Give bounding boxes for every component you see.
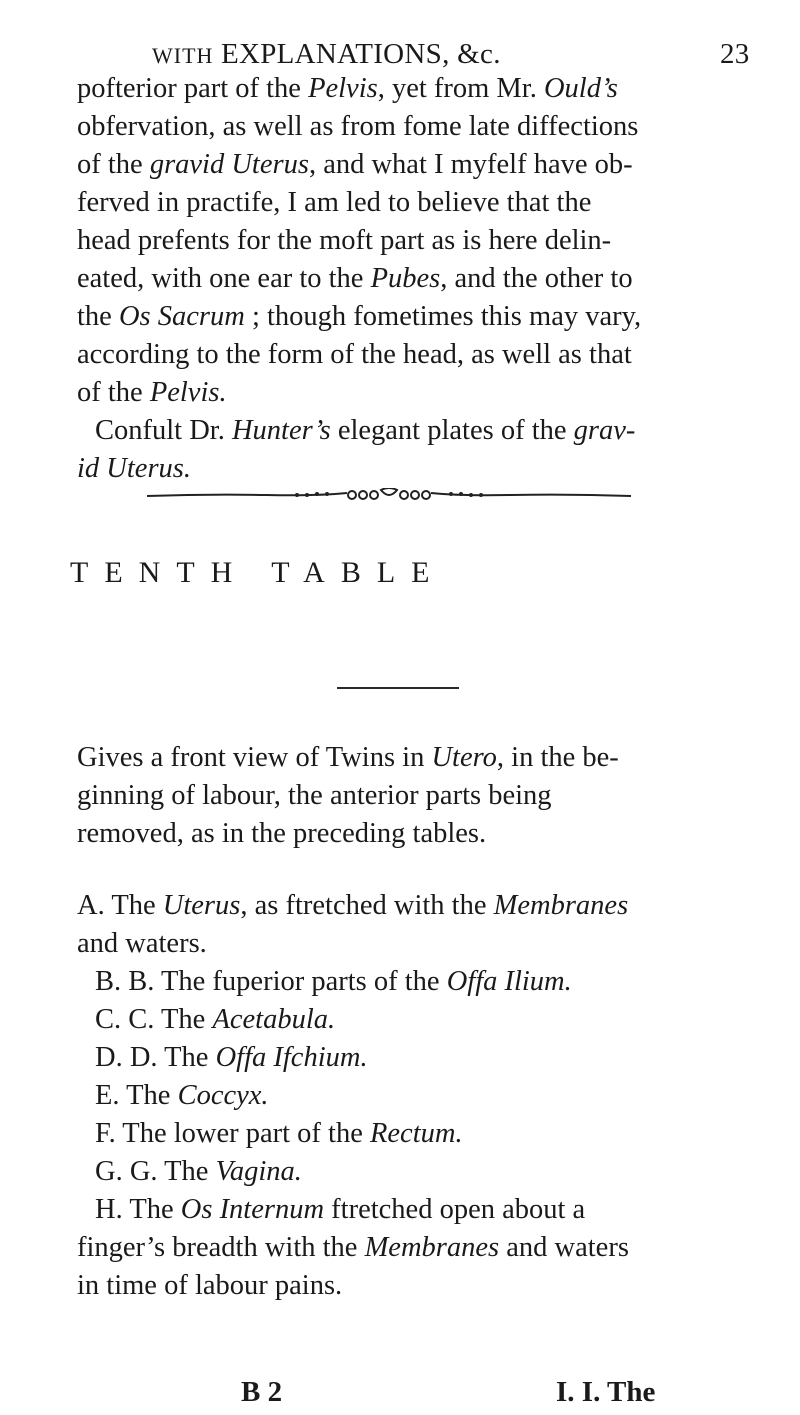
italic-term: Rectum. [370,1118,463,1149]
legend-item: A. The Uterus, as ftretched with the Membranes [77,890,629,921]
italic-term: Vagina. [215,1156,302,1187]
text-line: ginning of labour, the anterior parts being [77,780,552,811]
text-line: eated, with one ear to the Pubes, and the other to [77,263,633,294]
legend-item: D. D. The Offa Ifchium. [95,1042,368,1073]
italic-term: id Uterus. [77,453,191,484]
italic-term: grav- [573,415,636,446]
running-title: WITH EXPLANATIONS, &c. [152,38,501,70]
legend-item: F. The lower part of the Rectum. [95,1118,463,1149]
italic-term: Pelvis. [149,377,227,408]
italic-term: Hunter’s [231,415,331,446]
text-line: head prefents for the moft part as is here delin- [77,225,612,256]
text-line: ferved in practife, I am led to believe that the [77,187,592,218]
text-line: of the Pelvis. [77,377,227,408]
text-line: of the gravid Uterus, and what I myfelf have ob- [77,149,633,180]
text-line: Gives a front view of Twins in Utero, in the be- [77,742,619,773]
italic-term: Pelvis [308,73,378,104]
text-line: Confult Dr. Hunter’s elegant plates of the grav- [95,415,636,446]
legend-item: H. The Os Internum ftretched open about a [95,1194,586,1225]
title-rule [337,687,459,689]
legend-item: B. B. The fuperior parts of the Offa Ilium. [95,966,572,997]
catchword: I. I. The [556,1376,656,1408]
italic-term: gravid Uterus [149,149,309,180]
text-line: according to the form of the head, as well as that [77,339,632,370]
italic-term: Membranes [493,890,629,921]
page-number: 23 [720,38,750,70]
legend-item: and waters. [77,928,207,959]
italic-term: Utero [431,742,497,773]
italic-term: Offa Ilium. [446,966,572,997]
text-line: obfervation, as well as from fome late diffections [77,111,639,142]
italic-term: Ould’s [543,73,618,104]
legend-item: G. G. The Vagina. [95,1156,302,1187]
text-line: removed, as in the preceding tables. [77,818,487,849]
italic-term: Membranes [364,1232,500,1263]
section-title: TENTH TABLE [70,556,446,589]
italic-term: Coccyx. [177,1080,269,1111]
legend-item: E. The Coccyx. [95,1080,269,1111]
text-line: pofterior part of the Pelvis, yet from Mr. Ould’s [77,73,618,104]
legend-item: in time of labour pains. [77,1270,343,1301]
italic-term: Pubes [370,263,441,294]
italic-term: Offa Ifchium. [215,1042,368,1073]
text-line: the Os Sacrum ; though fometimes this may vary, [77,301,642,332]
text-line [77,452,191,486]
legend-item: C. C. The Acetabula. [95,1004,336,1035]
italic-term: Os Sacrum [118,301,245,332]
italic-term: Uterus [162,890,241,921]
signature-mark: B 2 [241,1376,283,1408]
legend-item: finger’s breadth with the Membranes and waters [77,1232,629,1263]
decorative-ornament [147,488,631,502]
italic-term: Acetabula. [212,1004,336,1035]
italic-term: Os Internum [180,1194,325,1225]
